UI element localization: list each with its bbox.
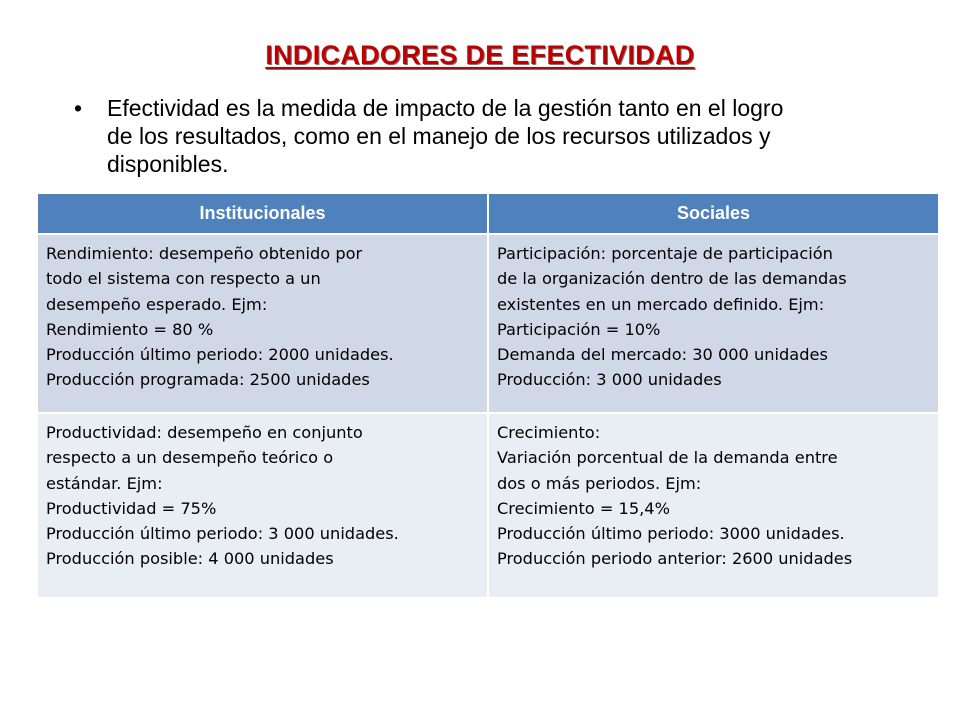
indicators-table: [38, 194, 938, 597]
cell-line: Rendimiento: desempeño obtenido por: [46, 244, 363, 263]
cell-line: Producción programada: 2500 unidades: [46, 370, 370, 390]
cell-line: Producción: 3 000 unidades: [497, 370, 722, 390]
cell-line: de la organización dentro de las demandas: [497, 269, 847, 289]
cell-line: Crecimiento:: [497, 423, 601, 442]
cell-line: Producción posible: 4 000 unidades: [46, 549, 334, 569]
cell-line: Variación porcentual de la demanda entre: [497, 448, 838, 468]
cell-line: Producción último periodo: 2000 unidades.: [46, 345, 394, 365]
cell-line: Producción periodo anterior: 2600 unidades: [497, 549, 853, 569]
cell-line: Crecimiento = 15,4%: [497, 498, 670, 518]
cell-participacion: [488, 234, 938, 413]
cell-line: desempeño esperado. Ejm:: [46, 294, 268, 314]
cell-line: todo el sistema con respecto a un: [46, 269, 321, 289]
cell-crecimiento: [488, 413, 938, 597]
bullet-paragraph: [74, 94, 904, 178]
table-row: [38, 234, 938, 413]
cell-line: Rendimiento = 80 %: [46, 319, 214, 339]
header-institucionales: Institucionales: [38, 194, 488, 234]
cell-rendimiento: [38, 234, 488, 413]
cell-line: estándar. Ejm:: [46, 473, 163, 493]
cell-line: respecto a un desempeño teórico o: [46, 448, 334, 468]
cell-line: Demanda del mercado: 30 000 unidades: [497, 345, 828, 365]
table-header-row: [38, 194, 938, 234]
cell-line: Productividad = 75%: [46, 498, 217, 518]
bullet-marker: •: [74, 95, 83, 121]
bullet-line: Efectividad es la medida de impacto de la gestión tanto en el logro: [107, 95, 784, 121]
slide-title: INDICADORES DE EFECTIVIDAD: [265, 40, 695, 70]
table-row: [38, 413, 938, 597]
cell-productividad: [38, 413, 488, 597]
cell-line: dos o más periodos. Ejm:: [497, 473, 702, 493]
bullet-line: disponibles.: [107, 151, 229, 177]
cell-line: Productividad: desempeño en conjunto: [46, 423, 363, 442]
cell-line: Producción último periodo: 3000 unidades.: [497, 524, 845, 544]
bullet-text: [107, 94, 904, 178]
cell-line: Participación = 10%: [497, 319, 661, 339]
header-sociales: Sociales: [488, 194, 938, 234]
cell-line: Participación: porcentaje de participación: [497, 244, 833, 263]
cell-line: existentes en un mercado definido. Ejm:: [497, 294, 825, 314]
bullet-line: de los resultados, como en el manejo de los recursos utilizados y: [107, 123, 771, 149]
cell-line: Producción último periodo: 3 000 unidades.: [46, 524, 399, 544]
